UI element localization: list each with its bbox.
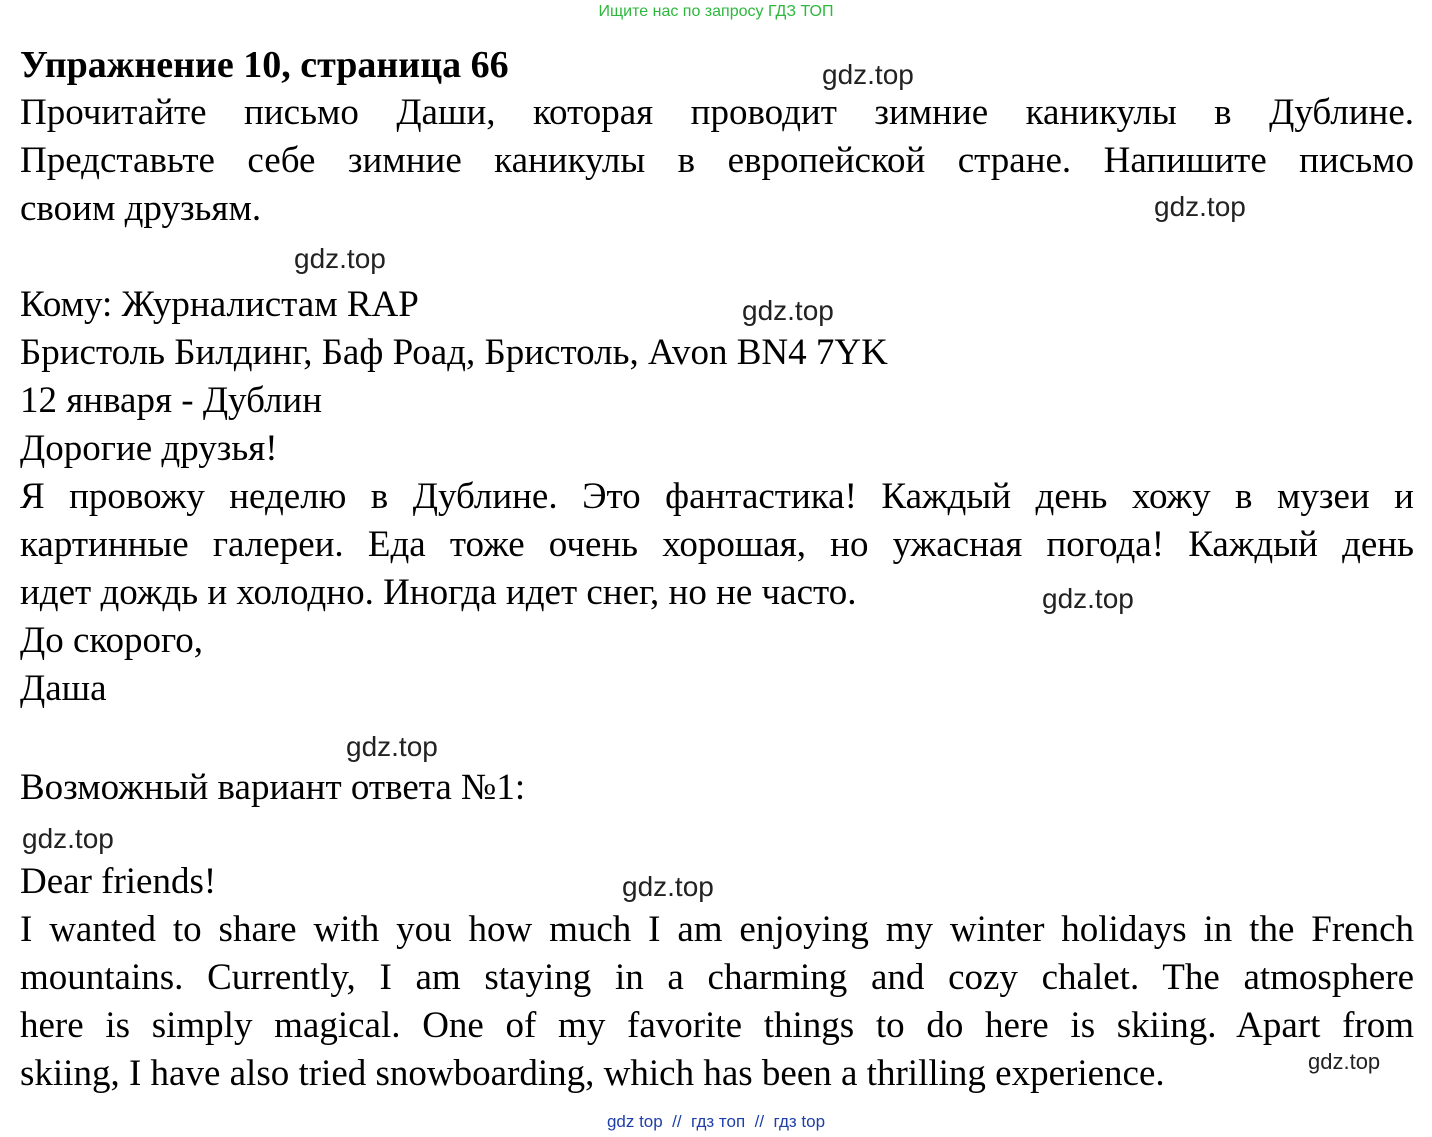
letter-body-line: идет дождь и холодно. Иногда идет снег, но не часто. (20, 572, 857, 613)
letter-date: 12 января - Дублин (20, 380, 323, 421)
letter-address: Бристоль Билдинг, Баф Роад, Бристоль, Avon BN4 7YK (20, 332, 888, 373)
task-line: своим друзьям. (20, 188, 262, 229)
answer-line: skiing, I have also tried snowboarding, which has been a thrilling experience. (20, 1053, 1165, 1094)
answer-heading: Возможный вариант ответа №1: (20, 767, 526, 808)
answer-greeting: Dear friends! (20, 861, 217, 902)
answer-line: here is simply magical. One of my favorite things to do here is skiing. Apart from (20, 1005, 1414, 1046)
answer-line: I wanted to share with you how much I am enjoying my winter holidays in the French (20, 909, 1414, 950)
exercise-title: Упражнение 10, страница 66 (20, 44, 509, 86)
watermark: gdz.top (22, 823, 114, 854)
letter-greeting: Дорогие друзья! (20, 428, 278, 469)
task-line: Прочитайте письмо Даши, которая проводит зимние каникулы в Дублине. (20, 92, 1414, 133)
watermark: gdz.top (622, 871, 714, 902)
watermark: gdz.top (1042, 583, 1134, 614)
task-line: Представьте себе зимние каникулы в европейской стране. Напишите письмо (20, 140, 1414, 181)
answer-line: mountains. Currently, I am staying in a charming and cozy chalet. The atmosphere (20, 957, 1414, 998)
bottom-banner: gdz top // гдз топ // гдз top (606, 1112, 826, 1131)
answer-text (20, 858, 1414, 1098)
letter-closing: До скорого, (20, 620, 204, 661)
watermark: gdz.top (1308, 1049, 1381, 1074)
letter-body-line: Я провожу неделю в Дублине. Это фантастика! Каждый день хожу в музеи и (20, 476, 1414, 517)
watermark: gdz.top (294, 243, 386, 274)
letter-signature: Даша (20, 668, 107, 709)
letter (20, 281, 1414, 713)
watermark: gdz.top (346, 731, 438, 762)
letter-to: Кому: Журналистам RAP (20, 284, 419, 325)
watermark: gdz.top (742, 295, 834, 326)
watermark: gdz.top (822, 59, 914, 90)
letter-body-line: картинные галереи. Еда тоже очень хорошая, но ужасная погода! Каждый день (20, 524, 1414, 565)
top-banner: Ищите нас по запросу ГДЗ ТОП (598, 3, 834, 20)
watermark: gdz.top (1154, 191, 1246, 222)
